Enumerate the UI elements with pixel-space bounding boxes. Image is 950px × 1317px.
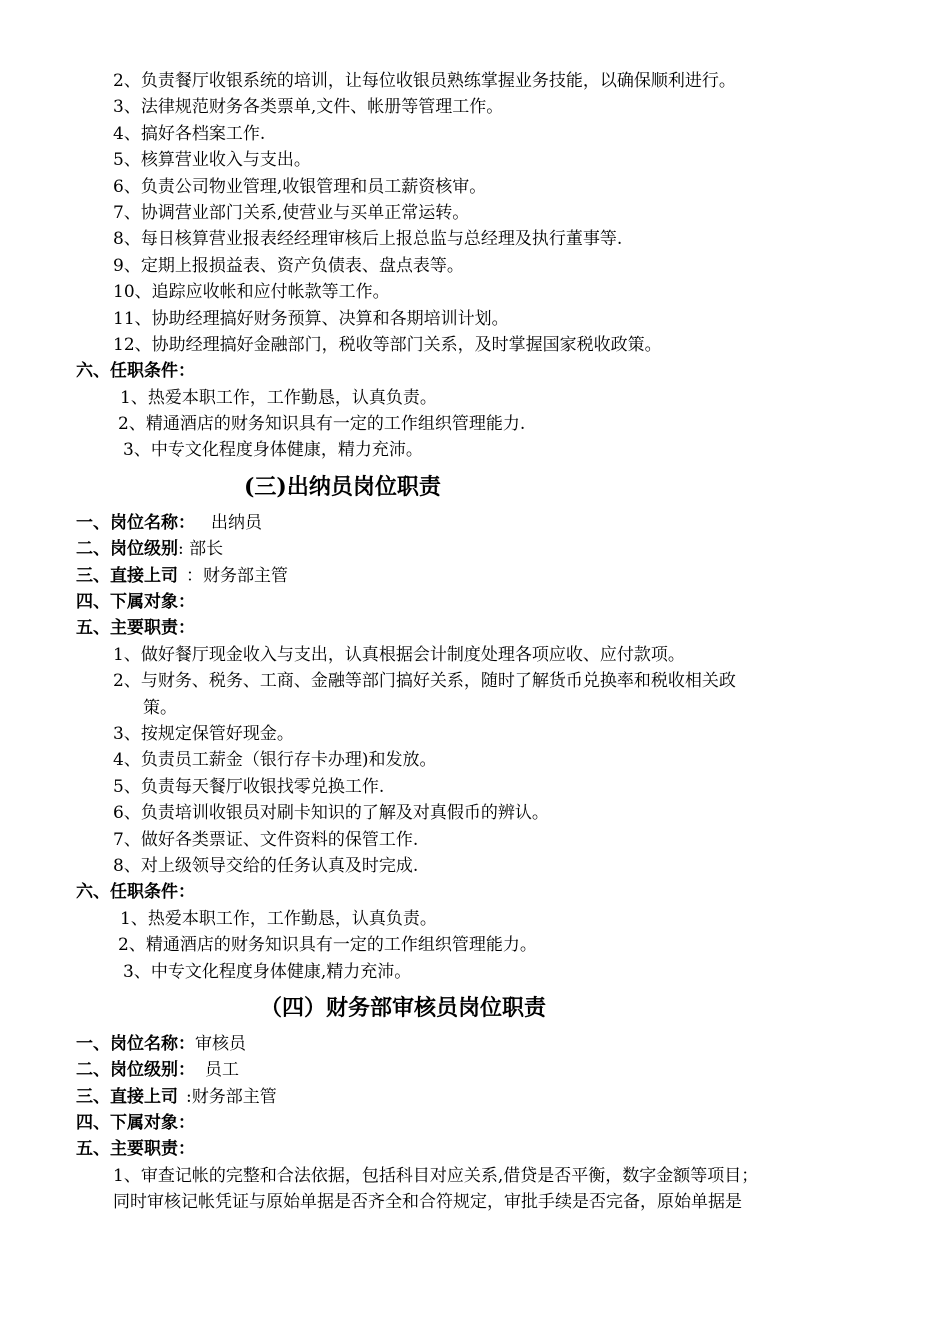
heading-value: : 部长 [178, 539, 224, 560]
heading-label: 三、直接上司 [76, 1086, 178, 1107]
section3-title: (三)出纳员岗位职责 [244, 473, 441, 500]
section4-duties-list [0, 1163, 950, 1216]
section4-title: （四）财务部审核员岗位职责 [260, 994, 547, 1021]
list-item: 10、追踪应收帐和应付帐款等工作。 [113, 282, 390, 303]
list-item: 3、法律规范财务各类票单,文件、帐册等管理工作。 [113, 97, 504, 118]
heading-label: 四、下属对象： [76, 1113, 195, 1134]
section4-duties-heading [0, 1136, 950, 1162]
list-item-continuation: 策。 [143, 697, 177, 718]
section3-subordinates [0, 589, 950, 615]
section4-position-level [0, 1057, 950, 1083]
section2-duties-list [0, 68, 950, 358]
heading-value: :财务部主管 [186, 1086, 277, 1107]
document-page [0, 68, 950, 1216]
heading-label: 四、下属对象： [76, 592, 195, 613]
list-item: 8、每日核算营业报表经经理审核后上报总监与总经理及执行董事等. [113, 229, 623, 250]
list-item: 9、定期上报损益表、资产负债表、盘点表等。 [113, 255, 464, 276]
section3-position-name [0, 510, 950, 536]
list-item: 12、协助经理搞好金融部门，税收等部门关系，及时掌握国家税收政策。 [113, 334, 662, 355]
heading-value: 员工 [205, 1060, 239, 1081]
list-item: 5、核算营业收入与支出。 [113, 150, 311, 171]
list-item: 1、审查记帐的完整和合法依据，包括科目对应关系,借贷是否平衡，数字金额等项目； [113, 1165, 759, 1186]
list-item: 7、做好各类票证、文件资料的保管工作. [113, 829, 419, 850]
list-item: 2、精通酒店的财务知识具有一定的工作组织管理能力. [118, 414, 526, 435]
heading-label: 六、任职条件： [76, 882, 195, 903]
list-item: 2、精通酒店的财务知识具有一定的工作组织管理能力。 [118, 935, 537, 956]
heading-label: 二、岗位级别： [76, 1060, 195, 1081]
section3-duties-heading [0, 615, 950, 641]
section3-position-level [0, 536, 950, 562]
heading-label: 五、主要职责： [76, 1139, 195, 1160]
list-item: 3、按规定保管好现金。 [113, 723, 294, 744]
list-item: 3、中专文化程度身体健康,精力充沛。 [123, 961, 412, 982]
section4-supervisor [0, 1084, 950, 1110]
heading-value: ：财务部主管 [186, 565, 288, 586]
heading-label: 一、岗位名称： [76, 1033, 195, 1054]
heading-label: 三、直接上司 [76, 565, 178, 586]
list-item: 6、负责公司物业管理,收银管理和员工薪资核审。 [113, 176, 487, 197]
list-item: 1、热爱本职工作，工作勤恳，认真负责。 [120, 387, 437, 408]
heading-label: 五、主要职责： [76, 618, 195, 639]
list-item: 4、负责员工薪金（银行存卡办理)和发放。 [113, 750, 437, 771]
section4-subordinates [0, 1110, 950, 1136]
list-item: 5、负责每天餐厅收银找零兑换工作. [113, 776, 385, 797]
list-item: 7、协调营业部门关系,使营业与买单正常运转。 [113, 202, 470, 223]
heading-value: 出纳员 [211, 512, 262, 533]
list-item: 3、中专文化程度身体健康，精力充沛。 [123, 440, 423, 461]
section3-conditions-heading [0, 879, 950, 905]
list-item: 4、搞好各档案工作. [113, 123, 266, 144]
heading-label: 一、岗位名称： [76, 512, 195, 533]
list-item: 2、负责餐厅收银系统的培训，让每位收银员熟练掌握业务技能，以确保顺利进行。 [113, 71, 736, 91]
heading-label: 六、任职条件： [76, 361, 195, 382]
list-item: 6、负责培训收银员对刷卡知识的了解及对真假币的辨认。 [113, 803, 549, 824]
list-item: 2、与财务、税务、工商、金融等部门搞好关系，随时了解货币兑换率和税收相关政 [113, 671, 736, 692]
section2-conditions-list [0, 385, 950, 464]
section2-conditions-heading [0, 358, 950, 384]
list-item: 11、协助经理搞好财务预算、决算和各期培训计划。 [113, 308, 509, 329]
section3-duties-list [0, 642, 950, 880]
section3-supervisor [0, 563, 950, 589]
section4-position-name [0, 1031, 950, 1057]
list-item: 1、热爱本职工作，工作勤恳，认真负责。 [120, 908, 437, 929]
list-item: 1、做好餐厅现金收入与支出，认真根据会计制度处理各项应收、应付款项。 [113, 644, 685, 665]
list-item: 8、对上级领导交给的任务认真及时完成. [113, 855, 419, 876]
heading-label: 二、岗位级别 [76, 539, 178, 560]
section3-conditions-list [0, 906, 950, 985]
heading-value: 审核员 [195, 1033, 246, 1054]
list-item-continuation: 同时审核记帐凭证与原始单据是否齐全和合符规定，审批手续是否完备，原始单据是 [113, 1192, 742, 1213]
